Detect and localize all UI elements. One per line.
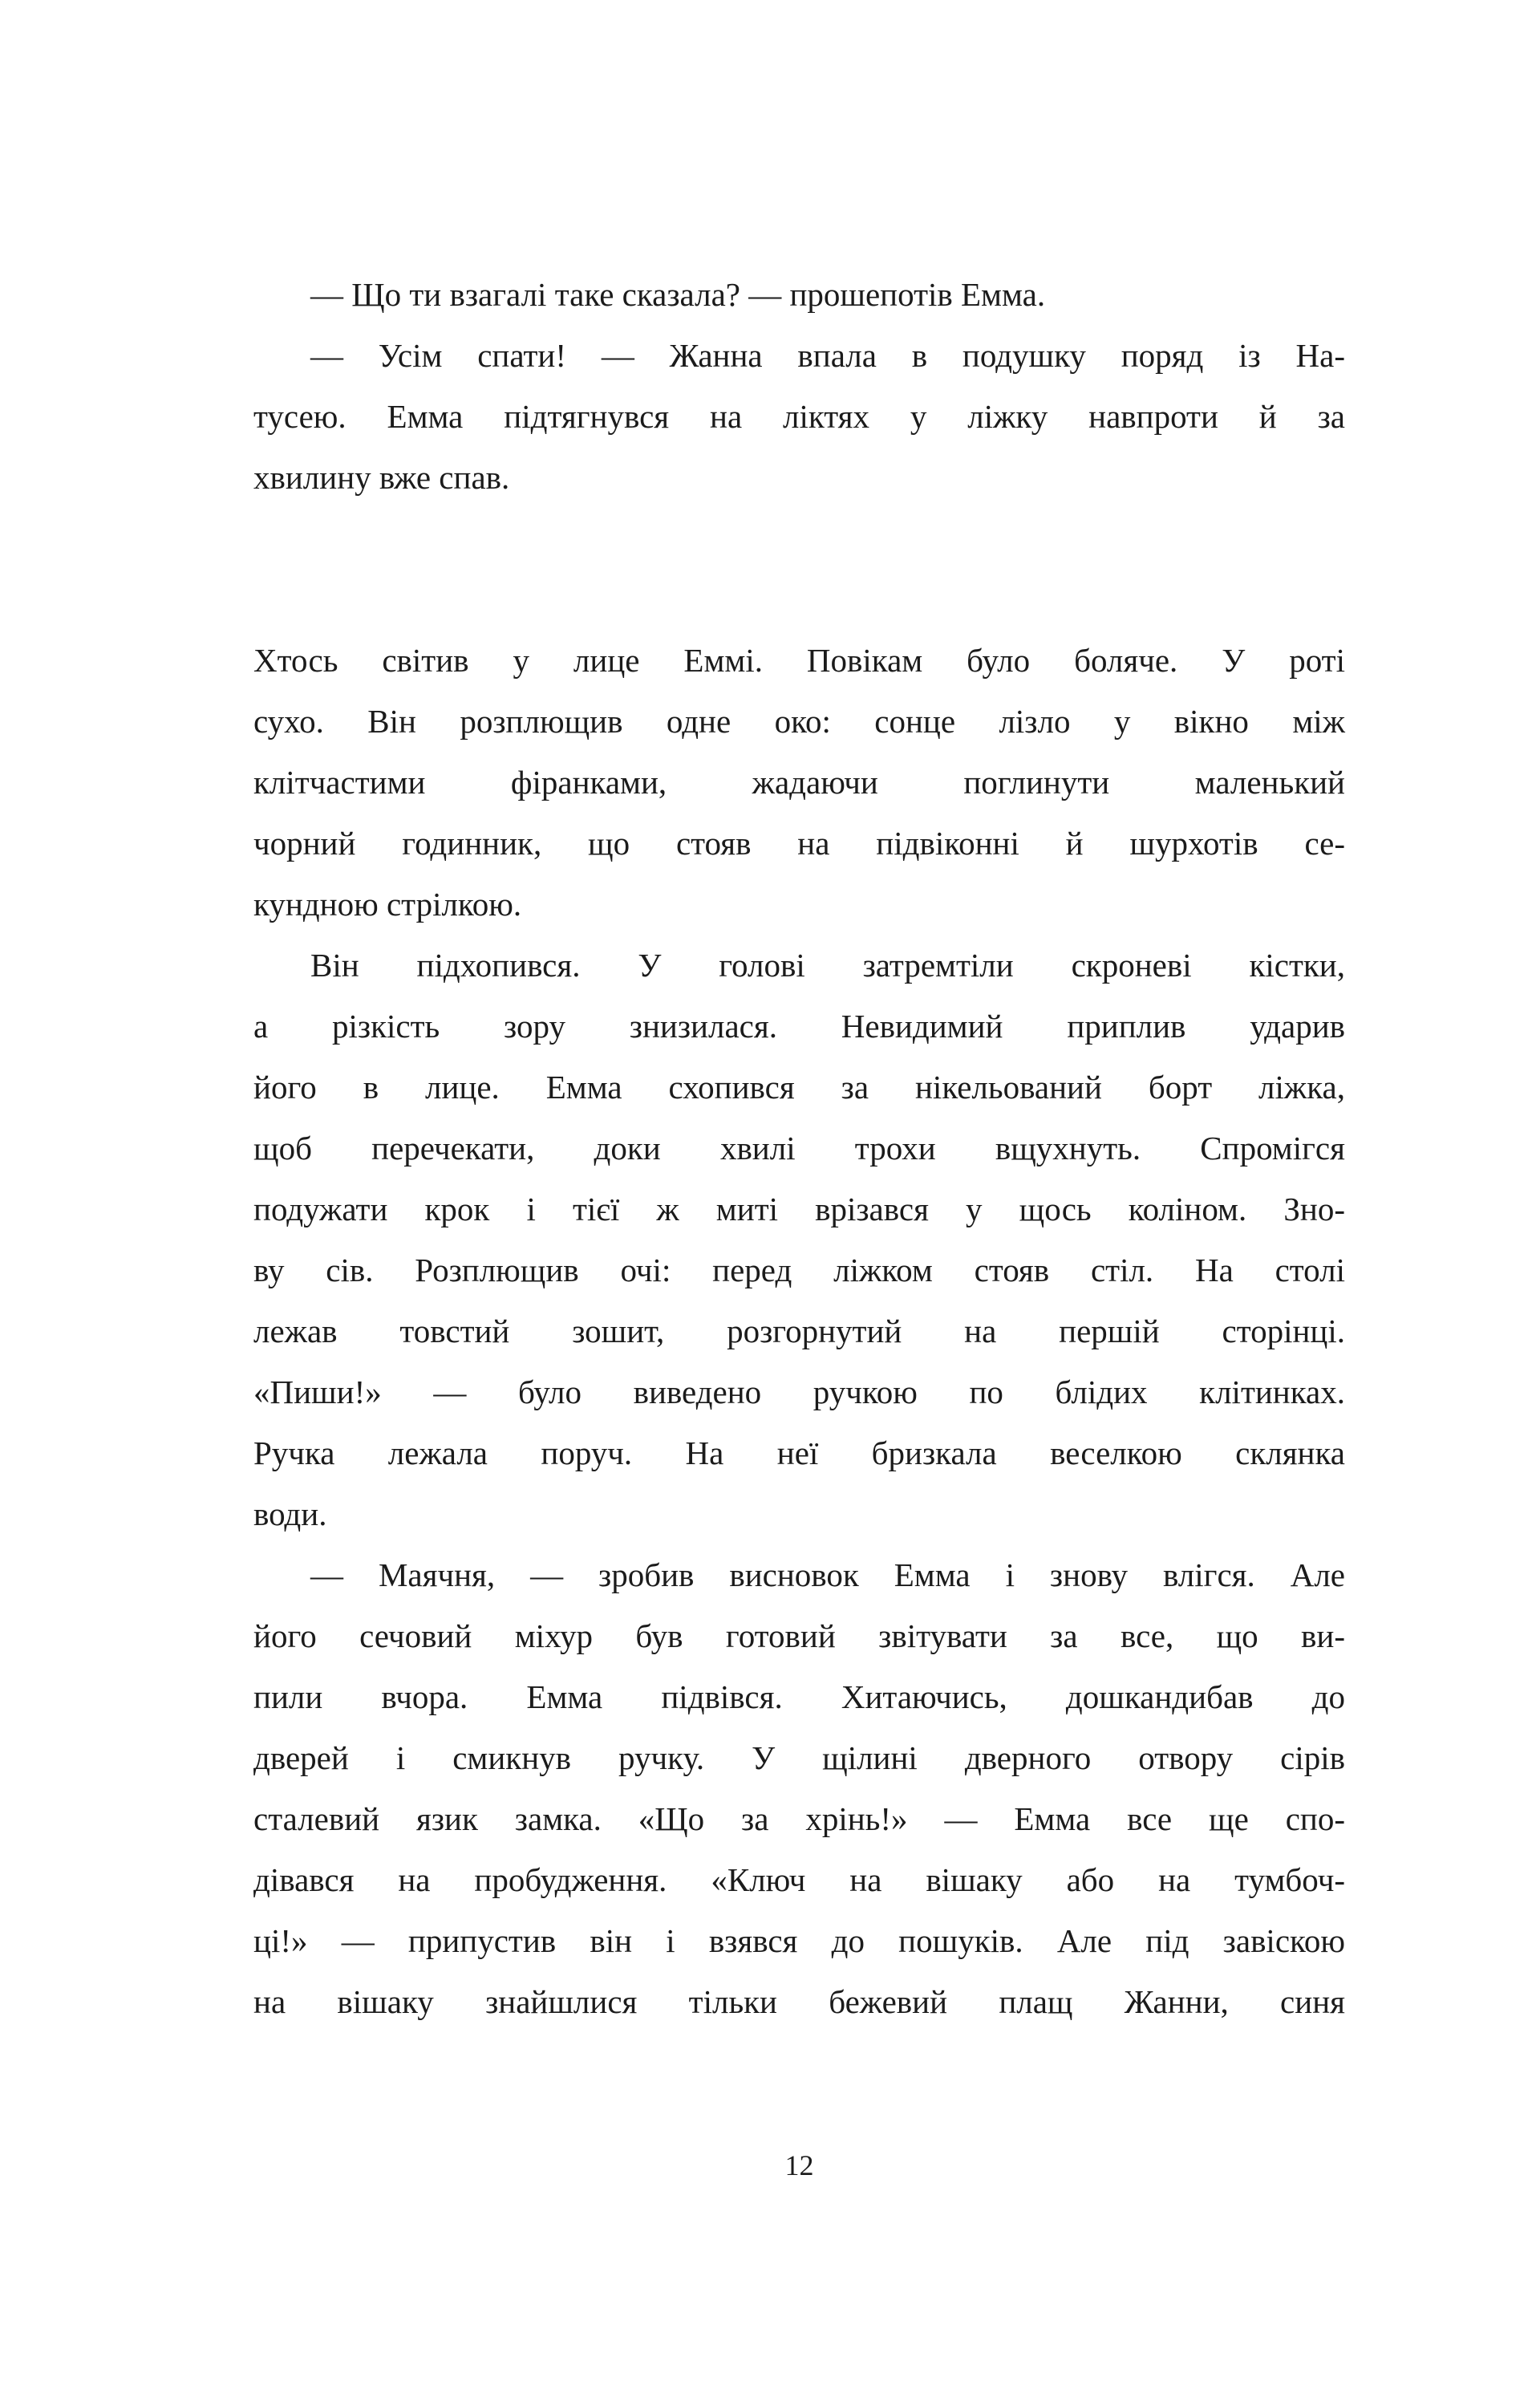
- text-line: а різкість зору знизилася. Невидимий приплив ударив: [253, 1008, 1345, 1045]
- text-line: ву сів. Розплющив очі: перед ліжком стояв стіл. На столі: [253, 1252, 1345, 1288]
- paragraph: [253, 325, 1345, 508]
- paragraph: [253, 1544, 1345, 2032]
- paragraph: [253, 935, 1345, 1544]
- text-line: щоб перечекати, доки хвилі трохи вщухнуть. Спромігся: [253, 1130, 1345, 1167]
- text-line: чорний годинник, що стояв на підвіконні й шурхотів се-: [253, 825, 1345, 862]
- book-text: [253, 264, 1345, 2032]
- text-line: його в лице. Емма схопився за нікельований борт ліжка,: [253, 1069, 1345, 1106]
- text-line: сталевий язик замка. «Що за хрінь!» — Емма все ще спо-: [253, 1800, 1345, 1837]
- text-line: подужати крок і тієї ж миті врізався у щось коліном. Зно-: [253, 1191, 1345, 1227]
- text-line: кундною стрілкою.: [253, 886, 522, 923]
- paragraph: [253, 630, 1345, 935]
- text-line: на вішаку знайшлися тільки бежевий плащ Жанни, синя: [253, 1983, 1345, 2020]
- text-line: хвилину вже спав.: [253, 459, 510, 496]
- text-line: Ручка лежала поруч. На неї бризкала веселкою склянка: [253, 1434, 1345, 1471]
- text-line: лежав товстий зошит, розгорнутий на першій сторінці.: [253, 1313, 1345, 1349]
- text-line: дверей і смикнув ручку. У щілині дверного отвору сірів: [253, 1739, 1345, 1776]
- section-break: [253, 508, 1345, 630]
- text-line: Він підхопився. У голові затремтіли скроневі кістки,: [310, 947, 1345, 984]
- text-line: — Що ти взагалі таке сказала? — прошепотів Емма.: [310, 276, 1046, 313]
- text-line: дівався на пробудження. «Ключ на вішаку або на тумбоч-: [253, 1861, 1345, 1898]
- text-line: ці!» — припустив він і взявся до пошуків. Але під завіскою: [253, 1922, 1345, 1959]
- text-line: — Маячня, — зробив висновок Емма і знову влігся. Але: [310, 1556, 1345, 1593]
- text-line: — Усім спати! — Жанна впала в подушку поряд із На-: [310, 337, 1345, 374]
- text-line: пили вчора. Емма підвівся. Хитаючись, дошкандибав до: [253, 1678, 1345, 1715]
- text-line: води.: [253, 1495, 327, 1532]
- text-line: сухо. Він розплющив одне око: сонце лізло у вікно між: [253, 703, 1345, 740]
- text-line: Хтось світив у лице Еммі. Повікам було боляче. У роті: [253, 642, 1345, 679]
- text-line: клітчастими фіранками, жадаючи поглинути маленький: [253, 764, 1345, 801]
- text-line: його сечовий міхур був готовий звітувати за все, що ви-: [253, 1617, 1345, 1654]
- text-line: «Пиши!» — було виведено ручкою по блідих клітинках.: [253, 1374, 1345, 1410]
- paragraph: [253, 264, 1345, 325]
- page-number: 12: [784, 2149, 814, 2181]
- text-line: тусею. Емма підтягнувся на ліктях у ліжку навпроти й за: [253, 398, 1345, 435]
